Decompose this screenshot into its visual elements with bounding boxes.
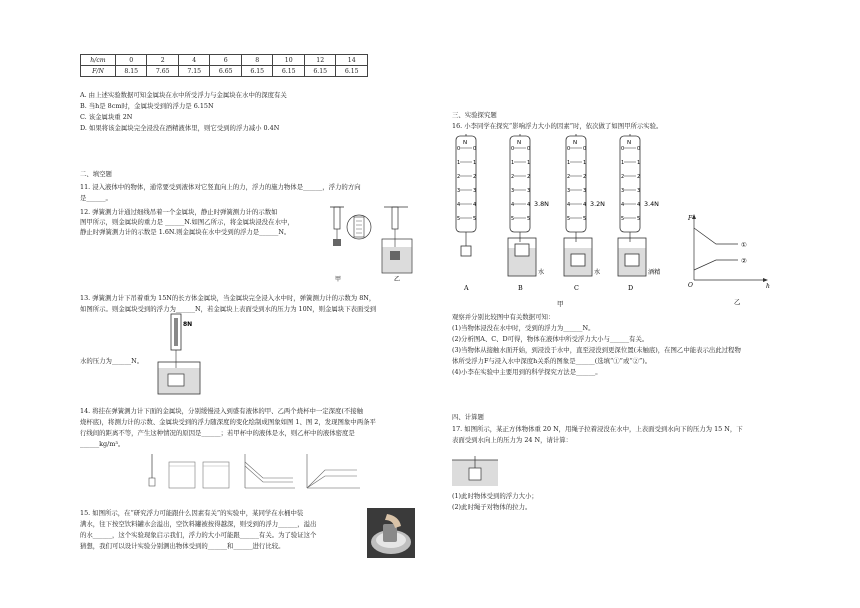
scale-tick-label: 1 (457, 160, 461, 166)
graph-label-yi: 乙 (734, 298, 741, 306)
scale-tick-label: 3 (583, 188, 587, 194)
table-cell: 7.15 (178, 66, 210, 77)
scale-unit-label: N (463, 140, 468, 146)
scale-tick-label: 4 (527, 202, 531, 208)
scale-tick-label: 5 (511, 216, 515, 222)
q14-line3: 行线间的距离不等，产生这种情况的原因是______；若甲杯中的液体是水，则乙杯中的液体密度是 (80, 429, 355, 437)
q17-figure (452, 456, 498, 488)
data-table (80, 54, 368, 77)
table-cell: 6.15 (241, 66, 273, 77)
q12-line2: 图甲所示，则金属块的重力是 ______N.如图乙所示，将金属块浸没在水中， (80, 218, 294, 226)
q13-line2: 如图所示。则金属块受到的浮力为______N，若金属块上表面受到水的压力为 10N，则金属块下表面受到 (80, 305, 377, 313)
scale-tick-label: 2 (511, 174, 515, 180)
metal-block (515, 244, 529, 256)
scale-unit-label: N (517, 140, 522, 146)
scale-unit-label: N (627, 140, 632, 146)
experiment-letter: C (574, 284, 579, 292)
scale-tick-label: 0 (511, 146, 515, 152)
scale-tick-label: 1 (621, 160, 625, 166)
scale-tick-label: 3 (621, 188, 625, 194)
q13-line1: 13. 弹簧测力计下吊着重为 15N的长方体金属块，当金属块完全浸入水中时，弹簧测力计的示数为 8N， (80, 294, 376, 302)
q16-text-2: (2)分析图A、C、D可得，物体在液体中所受浮力大小与______有关。 (452, 335, 649, 343)
table-cell: 6.65 (210, 66, 242, 77)
liquid-label: 水 (538, 269, 545, 276)
scale-tick-label: 3 (457, 188, 461, 194)
scale-tick-label: 3 (567, 188, 571, 194)
q17-part2: (2)此时绳子对物体的拉力。 (452, 503, 532, 511)
graph-origin: O (688, 282, 693, 289)
table-cell: 6.15 (273, 66, 305, 77)
scale-tick-label: 3 (637, 188, 641, 194)
q16-label-jia: 甲 (557, 300, 564, 308)
table-cell: 4 (178, 55, 210, 66)
q17-part1: (1)此时物体受到的浮力大小； (452, 492, 538, 500)
scale-tick-label: 4 (583, 202, 587, 208)
table-cell: 6.15 (336, 66, 368, 77)
q16-text-5: (4)小李在实验中主要用到的科学探究方法是______。 (452, 368, 602, 376)
table-row (81, 66, 368, 77)
q17-line1: 17. 如图所示，某正方体物体重 20 N，用绳子拉着浸没在水中，上表面受到水向下的压力为 15 N，下 (452, 425, 743, 433)
scale-unit-label: N (573, 140, 578, 146)
table-cell: 6.15 (304, 66, 336, 77)
q16-graph-yi (686, 210, 774, 310)
experiment-letter: B (518, 284, 523, 292)
q12-line3: 静止时弹簧测力计的示数是 1.6N.则金属块在水中受到的浮力是______N。 (80, 228, 291, 236)
scale-tick-label: 3 (511, 188, 515, 194)
experiment-letter: D (628, 284, 634, 292)
graph-axis-y: F (688, 215, 693, 222)
q16-text-3: (3)当物体从接触水面开始，到浸没于水中，直至浸没到更深位置(未触底)，在图乙中能表示出此过程物 (452, 346, 741, 354)
q14-line2: 烧杯底)，将测力计的示数、金属块受到的浮力随深度的变化绘制成图象如图 1、图 2，发现图象中两条平 (80, 418, 376, 426)
scale-reading: 3.2N (590, 200, 605, 208)
q16-text-0: 观察并分别比较图中有关数据可知： (452, 313, 555, 321)
section3-title: 三、实验探究题 (452, 111, 497, 119)
q15-line4: 猜想，我们可以设计实验分别测出物体受到的______和______进行比较。 (80, 542, 285, 550)
scale-tick-label: 0 (527, 146, 531, 152)
table-cell: 14 (336, 55, 368, 66)
scale-tick-label: 1 (511, 160, 515, 166)
q10-option-b: B. 当h是 8cm时，金属块受到的浮力是 6.15N (80, 102, 214, 110)
table-cell: 2 (147, 55, 179, 66)
scale-tick-label: 2 (621, 174, 625, 180)
scale-tick-label: 1 (583, 160, 587, 166)
table-cell: 8.15 (115, 66, 147, 77)
scale-tick-label: 5 (473, 216, 477, 222)
scale-tick-label: 3 (527, 188, 531, 194)
q12-figure (326, 203, 418, 283)
scale-tick-label: 5 (583, 216, 587, 222)
section2-title: 二、填空题 (80, 170, 112, 178)
scale-tick-label: 4 (511, 202, 515, 208)
q16-text-4: 体所受浮力F与浸入水中深度h关系的图象是______(选填“①”或“②”)。 (452, 357, 652, 365)
q12-fig-label-yi: 乙 (394, 276, 401, 283)
scale-tick-label: 1 (567, 160, 571, 166)
scale-tick-label: 5 (637, 216, 641, 222)
q10-option-a: A. 由上述实验数据可知金属块在水中所受浮力与金属块在水中的深度有关 (80, 91, 287, 99)
scale-tick-label: 4 (457, 202, 461, 208)
scale-tick-label: 1 (637, 160, 641, 166)
scale-tick-label: 0 (567, 146, 571, 152)
table-cell: 0 (115, 55, 147, 66)
table-cell: 10 (273, 55, 305, 66)
table-row (81, 55, 368, 66)
table-cell: 7.65 (147, 66, 179, 77)
experiment-letter: A (464, 284, 469, 292)
scale-tick-label: 0 (583, 146, 587, 152)
graph-axis-x: h (766, 283, 770, 290)
graph-line1-label: ① (741, 241, 747, 249)
section4-title: 四、计算题 (452, 413, 484, 421)
scale-tick-label: 4 (637, 202, 641, 208)
q14-figure (145, 452, 373, 494)
liquid-label: 酒精 (648, 269, 661, 276)
metal-block (571, 254, 585, 266)
scale-tick-label: 1 (527, 160, 531, 166)
q15-line2: 满水，往下按空饮料罐水会溢出，空饮料罐被按得越深，则受到的浮力______，溢出 (80, 520, 317, 528)
scale-tick-label: 2 (567, 174, 571, 180)
table-header-cell: F/N (81, 66, 116, 77)
q15-line1: 15. 如图所示，在“研究浮力可能跟什么因素有关”的实验中，某同学在水桶中装 (80, 509, 304, 517)
q16-figure-jia (452, 134, 692, 309)
q11-line2: 是______。 (80, 194, 112, 202)
q13-figure (156, 312, 216, 396)
scale-tick-label: 5 (457, 216, 461, 222)
scale-tick-label: 1 (473, 160, 477, 166)
table-header-cell: h/cm (81, 55, 116, 66)
q14-line1: 14. 将挂在弹簧测力计下面的金属块，分别缓慢浸入到盛有液体的甲、乙两个烧杯中一定深度(不接触 (80, 407, 364, 415)
scale-tick-label: 2 (583, 174, 587, 180)
scale-tick-label: 4 (473, 202, 477, 208)
q14-line4: ______kg/m³。 (80, 440, 125, 448)
scale-tick-label: 2 (637, 174, 641, 180)
q15-line3: 的水______，这个实验现象启示我们，浮力的大小可能跟______有关。为了验证这个 (80, 531, 317, 539)
q12-line1: 12. 弹簧测力计通过细线吊着一个金属块，静止时弹簧测力计的示数如 (80, 208, 278, 216)
scale-tick-label: 0 (457, 146, 461, 152)
scale-tick-label: 3 (473, 188, 477, 194)
liquid-label: 水 (594, 269, 601, 276)
q10-option-d: D. 如果将该金属块完全浸没在酒精液体里，则它受到的浮力减小 0.4N (80, 124, 280, 132)
q13-reading: 8N (183, 321, 193, 328)
q16-text-1: (1)当物体浸没在水中时，受到的浮力为______N。 (452, 324, 595, 332)
scale-tick-label: 2 (527, 174, 531, 180)
q15-photo (367, 508, 415, 558)
scale-tick-label: 5 (567, 216, 571, 222)
scale-reading: 3.4N (644, 200, 659, 208)
scale-tick-label: 2 (473, 174, 477, 180)
metal-block (461, 246, 471, 256)
scale-tick-label: 0 (637, 146, 641, 152)
scale-tick-label: 2 (457, 174, 461, 180)
table-cell: 6 (210, 55, 242, 66)
q10-option-c: C. 该金属块重 2N (80, 113, 133, 121)
scale-tick-label: 0 (621, 146, 625, 152)
scale-reading: 3.8N (534, 200, 549, 208)
q17-line2: 表面受到水向上的压力为 24 N，请计算： (452, 436, 573, 444)
scale-tick-label: 4 (621, 202, 625, 208)
q11-line1: 11. 浸入液体中的物体，通常要受到液体对它竖直向上的力，浮力的施力物体是______，浮力的方向 (80, 183, 361, 191)
q12-fig-label-jia: 甲 (335, 276, 342, 283)
scale-tick-label: 4 (567, 202, 571, 208)
scale-tick-label: 5 (527, 216, 531, 222)
table-cell: 8 (241, 55, 273, 66)
graph-line2-label: ② (741, 257, 747, 265)
q16-intro: 16. 小李同学在探究“影响浮力大小的因素”时，依次做了如图甲所示实验。 (452, 122, 663, 130)
scale-tick-label: 0 (473, 146, 477, 152)
table-cell: 12 (304, 55, 336, 66)
metal-block (625, 254, 639, 266)
scale-tick-label: 5 (621, 216, 625, 222)
q13-line3: 水的压力为______N。 (80, 357, 144, 365)
